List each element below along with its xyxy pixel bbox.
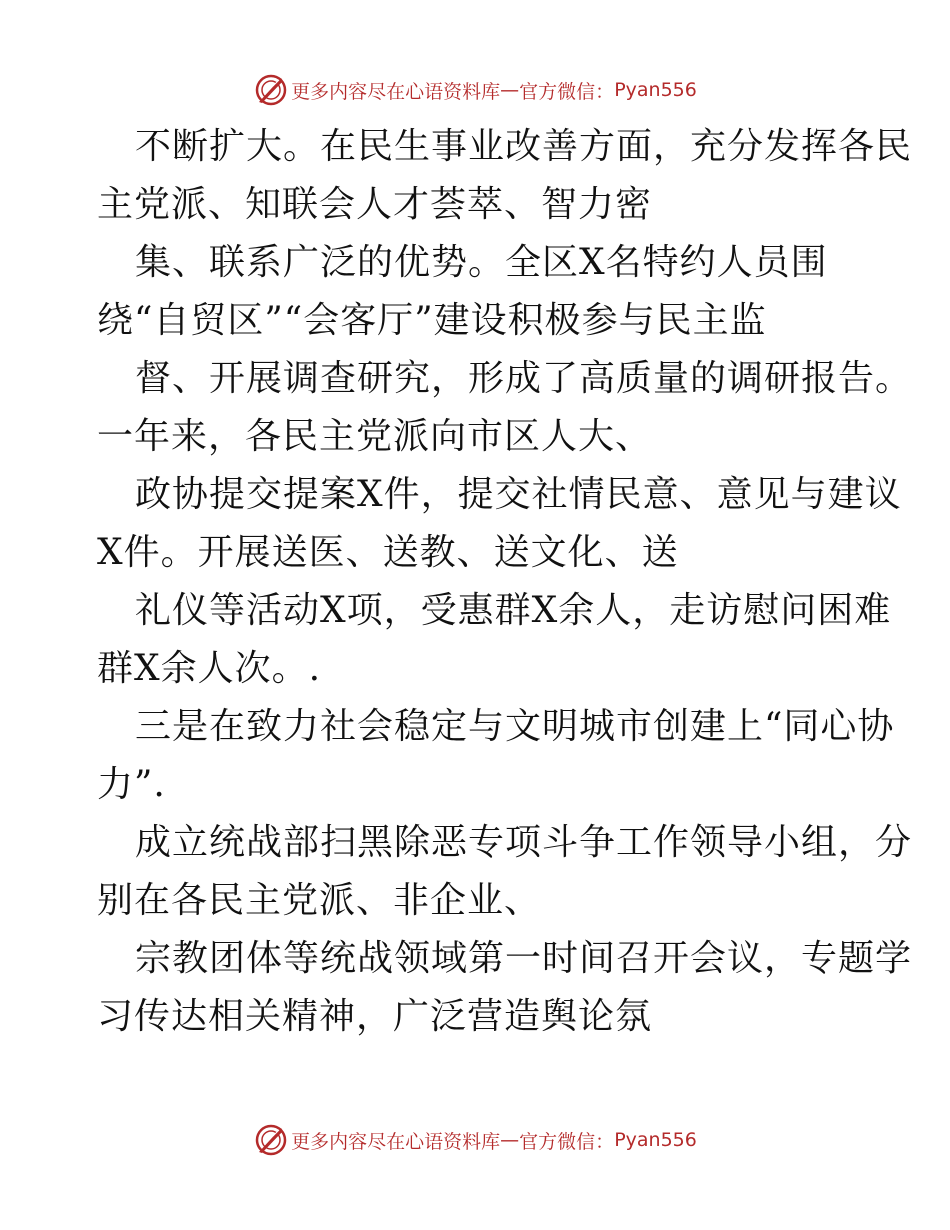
- banner-separator: —: [500, 79, 520, 101]
- text-line: 不断扩大。在民生事业改善方面，充分发挥各民: [135, 126, 913, 167]
- text-line: 主党派、知联会人才荟萃、智力密: [97, 184, 653, 225]
- text-line: 群X余人次。.: [97, 648, 322, 689]
- banner-text: 更多内容尽在心语资料库: [291, 1130, 501, 1153]
- text-line: 成立统战部扫黑除恶专项斗争工作领导小组，分: [135, 822, 913, 863]
- text-line: X件。开展送医、送教、送文化、送: [97, 532, 679, 573]
- text-line: 力”.: [97, 764, 166, 805]
- text-line: 礼仪等活动X项，受惠群X余人，走访慰问困难: [135, 590, 892, 631]
- text-line: 督、开展调查研究，形成了高质量的调研报告。: [135, 358, 913, 399]
- document-body: [97, 118, 913, 1046]
- text-line: 宗教团体等统战领域第一时间召开会议，专题学: [135, 938, 913, 979]
- text-line: 绕“自贸区”“会客厅”建设积极参与民主监: [97, 300, 767, 341]
- text-line: 别在各民主党派、非企业、: [97, 880, 542, 921]
- banner-wechat-label: 官方微信：: [519, 1130, 615, 1153]
- banner-wechat-id: Pyan556: [614, 79, 697, 101]
- text-line: 集、联系广泛的优势。全区X名特约人员围: [135, 242, 828, 283]
- banner-wechat-id: Pyan556: [614, 1129, 697, 1151]
- banner-wechat-label: 官方微信：: [519, 80, 615, 103]
- red-quill-logo-icon: [253, 1122, 289, 1158]
- text-line: 三是在致力社会稳定与文明城市创建上“同心协: [135, 706, 895, 747]
- text-line: 政协提交提案X件，提交社情民意、意见与建议: [135, 474, 902, 515]
- banner-separator: —: [500, 1129, 520, 1151]
- red-quill-logo-icon: [253, 72, 289, 108]
- text-line: 习传达相关精神，广泛营造舆论氛: [97, 996, 653, 1037]
- header-banner: [0, 70, 950, 110]
- footer-banner: [0, 1120, 950, 1160]
- banner-text: 更多内容尽在心语资料库: [291, 80, 501, 103]
- text-line: 一年来，各民主党派向市区人大、: [97, 416, 653, 457]
